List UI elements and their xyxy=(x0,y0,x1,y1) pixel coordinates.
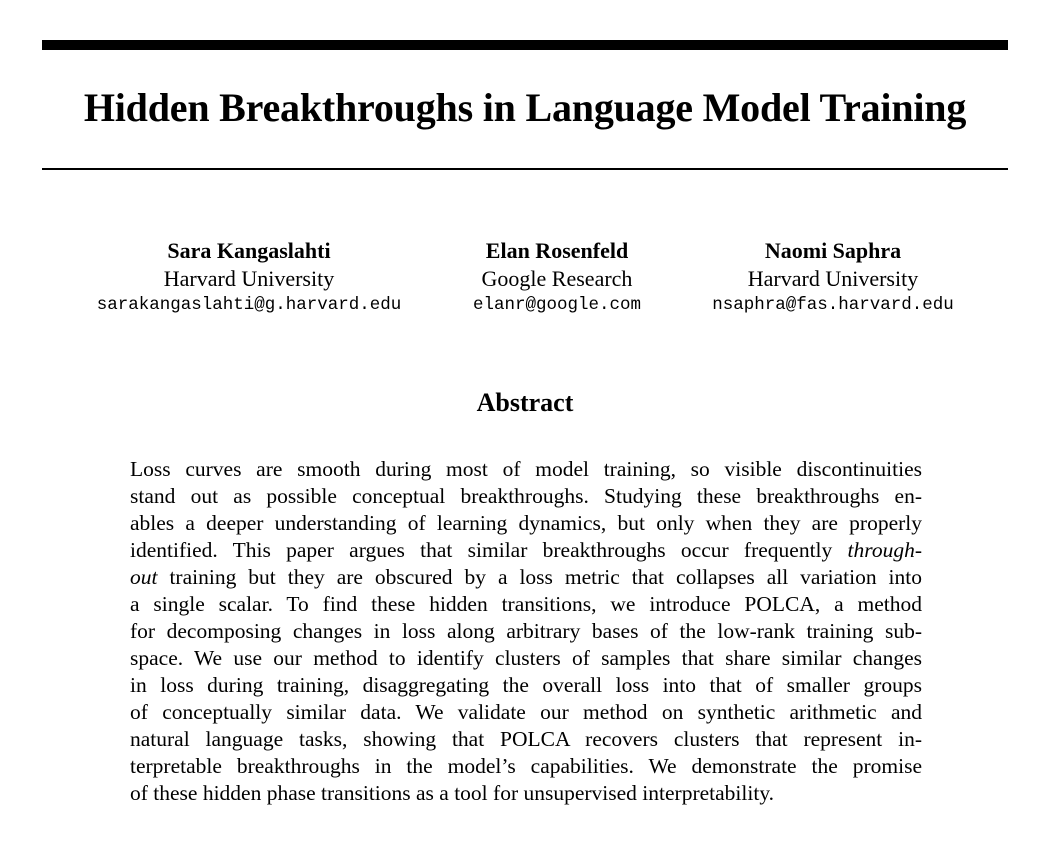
abstract-text xyxy=(130,456,930,807)
author-name: Sara Kangaslahti xyxy=(167,238,331,263)
abstract-line: Loss curves are smooth during most of model training, so visible discontinuities xyxy=(130,457,922,481)
title-top-rule xyxy=(42,40,1008,50)
author-email: nsaphra@fas.harvard.edu xyxy=(712,295,954,315)
author-name: Elan Rosenfeld xyxy=(485,238,629,263)
abstract-line: a single scalar. To find these hidden transitions, we introduce POLCA, a method xyxy=(130,592,922,616)
abstract-emphasis: through- xyxy=(847,538,922,562)
abstract-line: natural language tasks, showing that POLCA recovers clusters that represent in- xyxy=(130,727,922,751)
author-block-3 xyxy=(712,237,954,317)
author-affiliation: Google Research xyxy=(481,266,633,291)
author-affiliation: Harvard University xyxy=(747,266,919,291)
abstract-heading: Abstract xyxy=(476,388,574,417)
author-name: Naomi Saphra xyxy=(764,238,902,263)
title-bottom-rule xyxy=(42,168,1008,170)
abstract-line: of conceptually similar data. We validate our method on synthetic arithmetic and xyxy=(130,700,922,724)
abstract-line xyxy=(130,537,922,564)
author-block-2 xyxy=(473,237,641,317)
author-email: sarakangaslahti@g.harvard.edu xyxy=(96,295,402,315)
paper-title: Hidden Breakthroughs in Language Model Training xyxy=(83,85,967,130)
abstract-line-segment: training but they are obscured by a loss metric that collapses all variation into xyxy=(157,565,922,589)
abstract-line: in loss during training, disaggregating the overall loss into that of smaller groups xyxy=(130,673,922,697)
author-affiliation: Harvard University xyxy=(163,266,335,291)
abstract-line: for decomposing changes in loss along arbitrary bases of the low-rank training sub- xyxy=(130,619,922,643)
author-block-1 xyxy=(97,237,402,317)
abstract-line: terpretable breakthroughs in the model’s capabilities. We demonstrate the promise xyxy=(130,754,922,778)
abstract-line: stand out as possible conceptual breakthroughs. Studying these breakthroughs en- xyxy=(130,484,922,508)
abstract-line-segment: identified. This paper argues that similar breakthroughs occur frequently xyxy=(130,538,848,562)
abstract-line: space. We use our method to identify clusters of samples that share similar changes xyxy=(130,646,922,670)
abstract-emphasis: out xyxy=(130,565,158,589)
abstract-line xyxy=(130,564,922,591)
author-email: elanr@google.com xyxy=(472,295,642,315)
abstract-line: of these hidden phase transitions as a tool for unsupervised interpretability. xyxy=(130,781,775,805)
abstract-line: ables a deeper understanding of learning dynamics, but only when they are properly xyxy=(130,511,922,535)
